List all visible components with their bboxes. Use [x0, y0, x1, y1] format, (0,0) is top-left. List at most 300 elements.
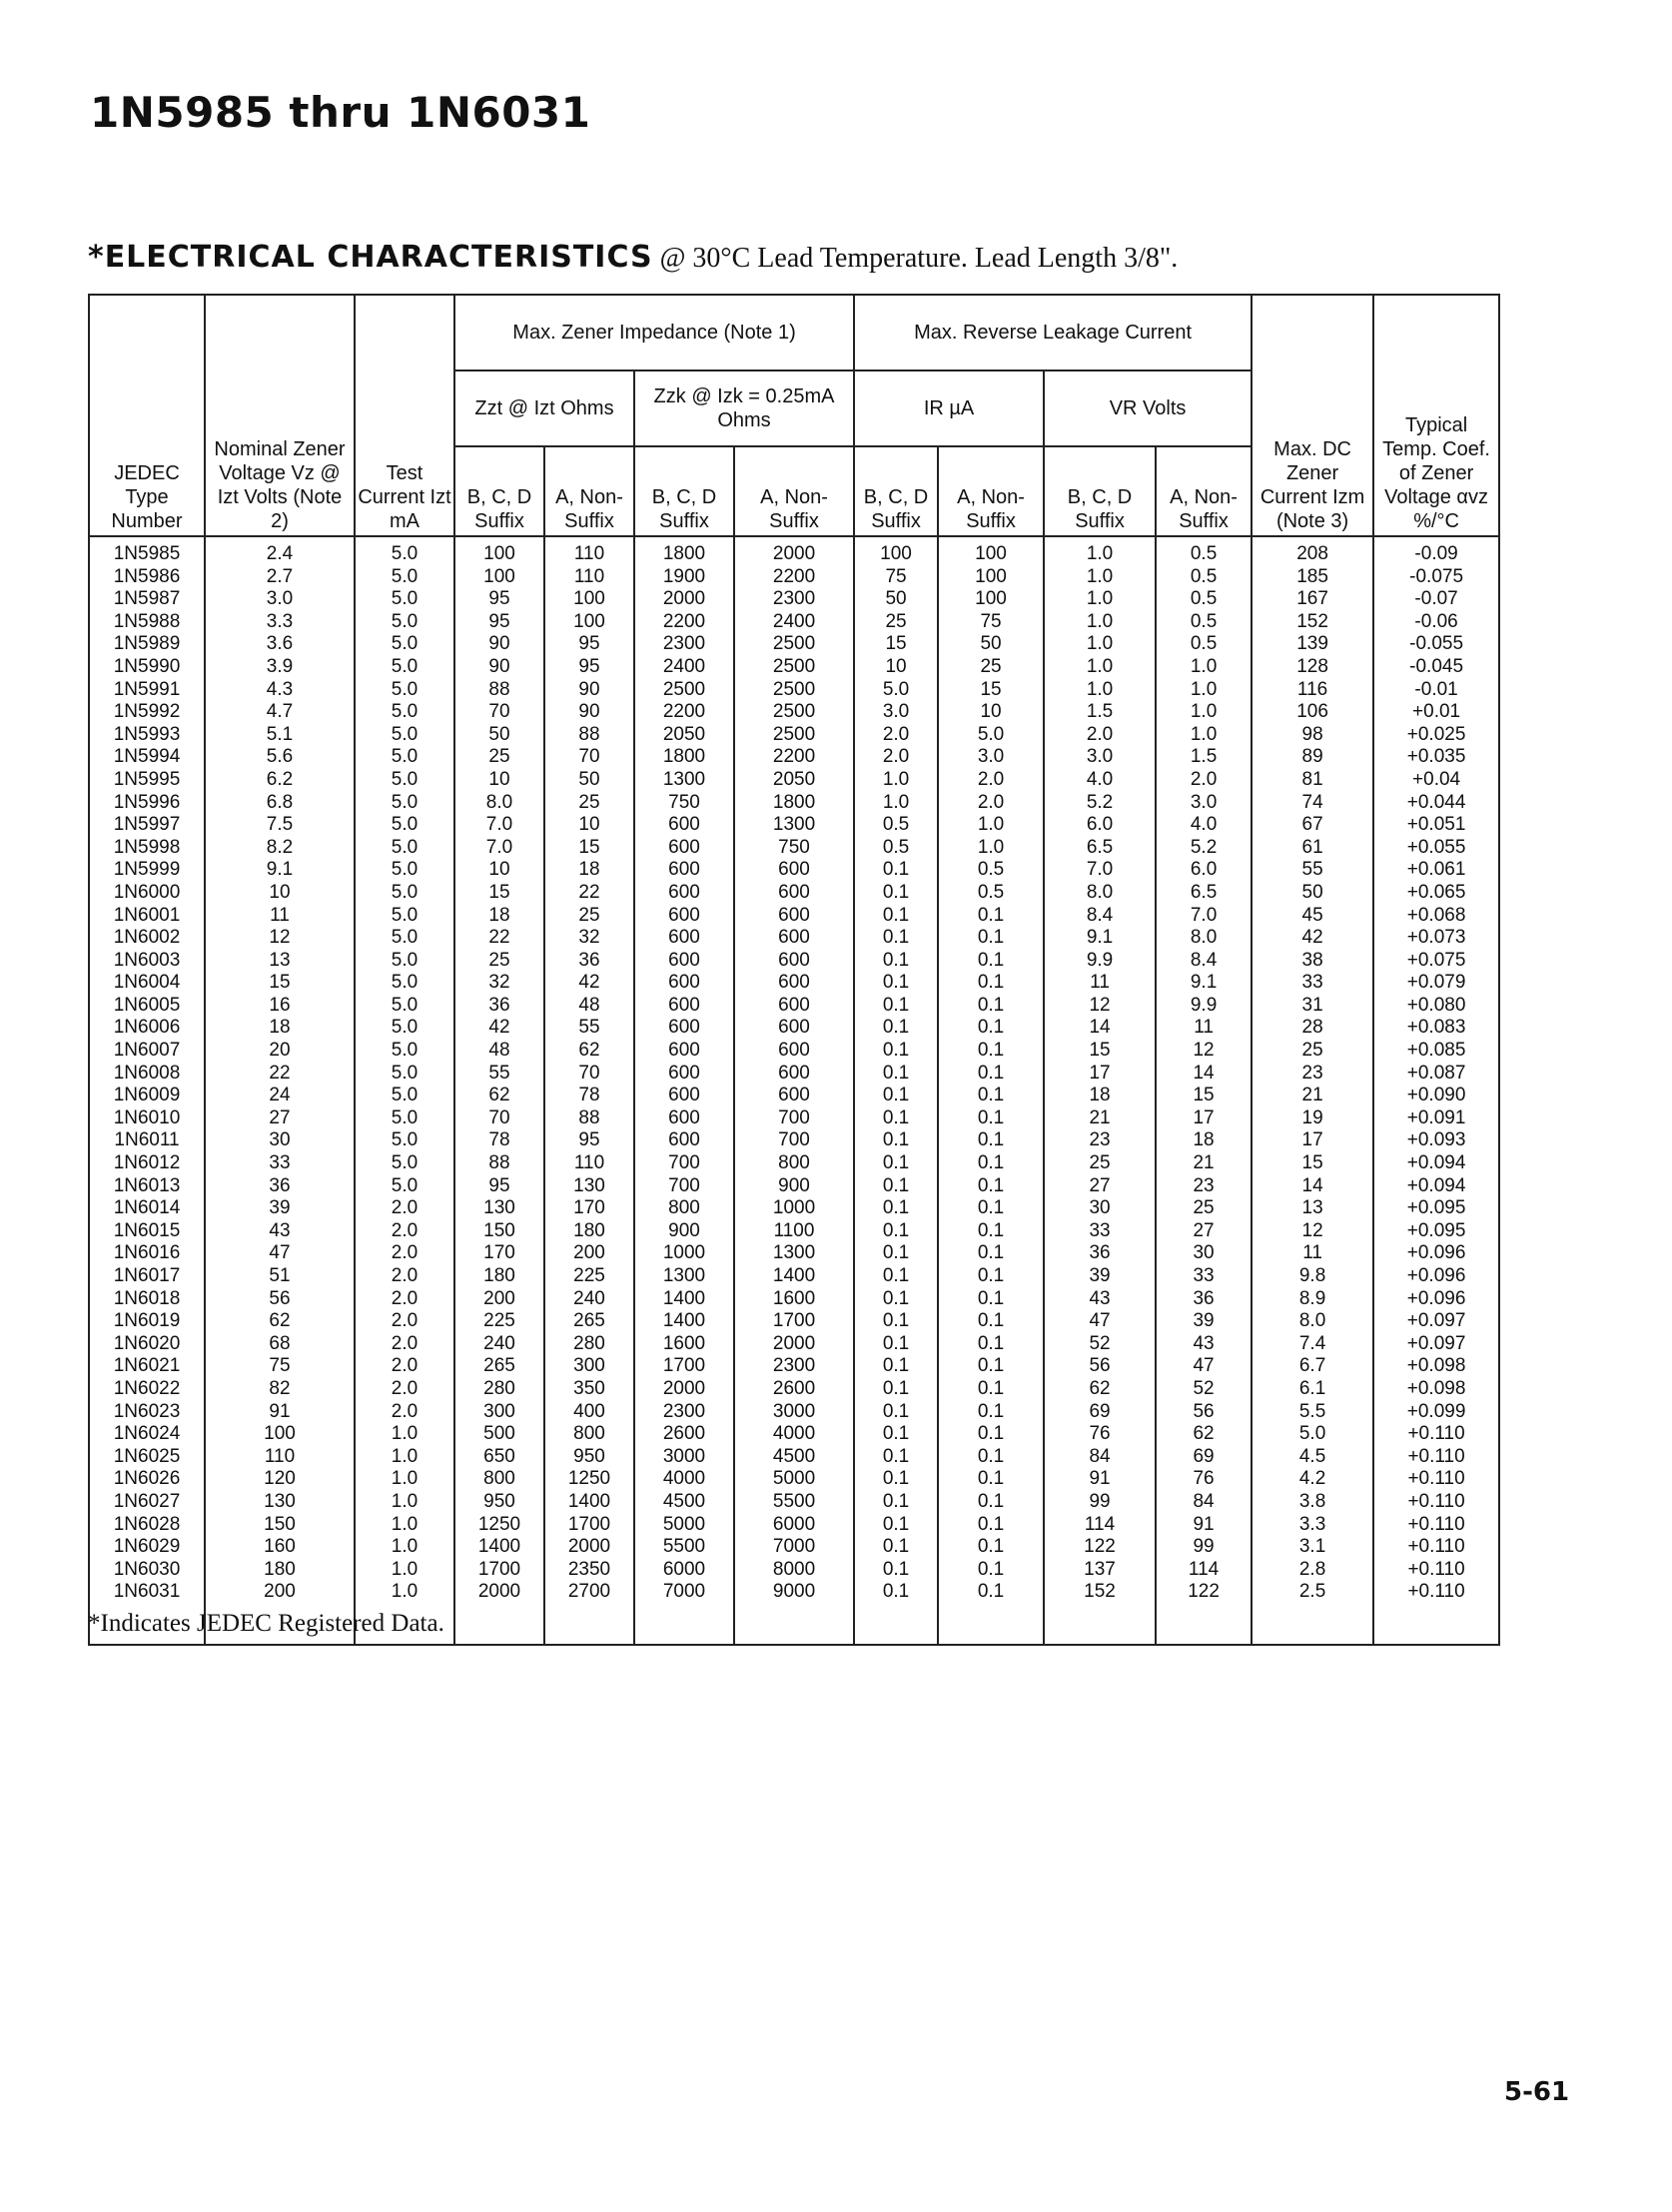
- table-cell: 28: [1252, 1017, 1373, 1040]
- table-cell: 22: [544, 882, 634, 905]
- table-cell: 1100: [734, 1220, 854, 1243]
- table-cell: 100: [938, 566, 1044, 589]
- table-row: [89, 995, 1499, 1018]
- table-cell: 62: [205, 1310, 355, 1333]
- table-cell: 0.1: [938, 1107, 1044, 1130]
- table-cell: 122: [1044, 1536, 1156, 1559]
- table-cell: 180: [544, 1220, 634, 1243]
- table-cell: 0.1: [854, 950, 938, 973]
- table-cell: 0.1: [938, 1152, 1044, 1175]
- table-cell: 600: [634, 1129, 734, 1152]
- table-cell: 18: [205, 1017, 355, 1040]
- table-cell: 1700: [454, 1559, 544, 1582]
- table-cell: 0.1: [854, 1220, 938, 1243]
- table-cell: 17: [1252, 1129, 1373, 1152]
- table-cell: 30: [1156, 1242, 1252, 1265]
- table-cell: 43: [1044, 1288, 1156, 1311]
- table-cell: 76: [1044, 1423, 1156, 1446]
- table-cell: 114: [1156, 1559, 1252, 1582]
- table-row: [89, 1288, 1499, 1311]
- table-cell: 5.0: [355, 588, 454, 611]
- table-cell: 800: [734, 1152, 854, 1175]
- table-cell: 9.1: [1156, 972, 1252, 995]
- table-cell: 0.1: [854, 859, 938, 882]
- table-cell: 1N5995: [89, 769, 205, 792]
- table-cell: 2500: [734, 724, 854, 747]
- table-cell: 7.0: [1044, 859, 1156, 882]
- table-cell: 38: [1252, 950, 1373, 973]
- table-row: [89, 1242, 1499, 1265]
- table-cell: 50: [1252, 882, 1373, 905]
- table-cell: 5.0: [355, 536, 454, 566]
- table-cell: 0.1: [854, 1288, 938, 1311]
- table-cell: 1N6018: [89, 1288, 205, 1311]
- table-cell: 152: [1252, 611, 1373, 634]
- table-row: [89, 679, 1499, 702]
- table-cell: 1N6002: [89, 927, 205, 950]
- table-row: [89, 1446, 1499, 1469]
- caption-bold: *ELECTRICAL CHARACTERISTICS: [88, 240, 653, 275]
- header-vr-bcd: B, C, D Suffix: [1044, 446, 1156, 536]
- table-cell: 31: [1252, 995, 1373, 1018]
- table-cell: 20: [205, 1040, 355, 1063]
- table-cell: 84: [1044, 1446, 1156, 1469]
- table-cell: 0.1: [938, 905, 1044, 928]
- table-cell: 95: [454, 588, 544, 611]
- table-row: [89, 633, 1499, 656]
- table-cell: 43: [205, 1220, 355, 1243]
- table-row: [89, 1063, 1499, 1086]
- table-cell: 600: [634, 1063, 734, 1086]
- table-cell: 4.0: [1156, 814, 1252, 837]
- table-cell: 30: [205, 1129, 355, 1152]
- table-cell: 7.5: [205, 814, 355, 837]
- table-cell: +0.110: [1373, 1536, 1499, 1559]
- table-cell: 52: [1044, 1333, 1156, 1356]
- table-cell: 0.1: [854, 1514, 938, 1537]
- table-cell: 3.8: [1252, 1491, 1373, 1514]
- table-cell: 600: [634, 972, 734, 995]
- table-cell: 42: [454, 1017, 544, 1040]
- table-cell: +0.075: [1373, 950, 1499, 973]
- table-cell: 91: [1044, 1468, 1156, 1491]
- table-cell: 750: [734, 837, 854, 860]
- table-cell: 1300: [634, 769, 734, 792]
- table-cell: 2600: [634, 1423, 734, 1446]
- table-cell: 0.1: [854, 1536, 938, 1559]
- table-cell: +0.090: [1373, 1085, 1499, 1107]
- table-cell: 2.0: [355, 1355, 454, 1378]
- table-cell: 5.0: [355, 859, 454, 882]
- table-cell: 1N6006: [89, 1017, 205, 1040]
- table-cell: 0.1: [854, 1063, 938, 1086]
- table-cell: 170: [544, 1197, 634, 1220]
- table-cell: +0.093: [1373, 1129, 1499, 1152]
- table-row: [89, 1085, 1499, 1107]
- header-ir: IR µA: [854, 370, 1044, 446]
- table-cell: 2600: [734, 1378, 854, 1401]
- table-cell: 0.1: [938, 1446, 1044, 1469]
- table-cell: 3.3: [1252, 1514, 1373, 1537]
- table-cell: 18: [1044, 1085, 1156, 1107]
- table-cell: 1.0: [938, 837, 1044, 860]
- table-cell: 600: [634, 905, 734, 928]
- table-cell: 1.0: [1044, 588, 1156, 611]
- table-cell: 1.0: [1044, 656, 1156, 679]
- table-cell: 1.0: [1156, 701, 1252, 724]
- table-cell: 21: [1156, 1152, 1252, 1175]
- table-cell: 0.1: [938, 1536, 1044, 1559]
- table-cell: 47: [205, 1242, 355, 1265]
- table-cell: 1N5986: [89, 566, 205, 589]
- table-cell: 5000: [734, 1468, 854, 1491]
- table-cell: 1.0: [1044, 611, 1156, 634]
- table-cell: 800: [454, 1468, 544, 1491]
- table-cell: 5.0: [355, 1040, 454, 1063]
- table-cell: 82: [205, 1378, 355, 1401]
- table-cell: +0.110: [1373, 1446, 1499, 1469]
- table-row: [89, 1220, 1499, 1243]
- table-cell: 600: [634, 927, 734, 950]
- table-row: [89, 905, 1499, 928]
- table-cell: 1.0: [355, 1536, 454, 1559]
- table-cell: 1.0: [1156, 679, 1252, 702]
- table-cell: 1N6016: [89, 1242, 205, 1265]
- table-cell: 48: [454, 1040, 544, 1063]
- table-cell: 33: [1156, 1265, 1252, 1288]
- table-cell: 69: [1156, 1446, 1252, 1469]
- table-cell: 3.3: [205, 611, 355, 634]
- table-cell: 18: [544, 859, 634, 882]
- table-cell: 0.1: [854, 1085, 938, 1107]
- table-cell: 5.0: [355, 679, 454, 702]
- table-cell: 4.5: [1252, 1446, 1373, 1469]
- table-cell: 1600: [634, 1333, 734, 1356]
- table-cell: 8.0: [1252, 1310, 1373, 1333]
- table-cell: 0.1: [854, 882, 938, 905]
- table-cell: 1N6008: [89, 1063, 205, 1086]
- table-cell: 95: [544, 1129, 634, 1152]
- table-cell: 0.1: [938, 1175, 1044, 1198]
- table-cell: 3.6: [205, 633, 355, 656]
- table-cell: 25: [454, 950, 544, 973]
- table-cell: -0.06: [1373, 611, 1499, 634]
- table-cell: 137: [1044, 1559, 1156, 1582]
- table-cell: 1N6028: [89, 1514, 205, 1537]
- table-cell: 0.1: [854, 1040, 938, 1063]
- table-cell: 1N6009: [89, 1085, 205, 1107]
- table-cell: 36: [205, 1175, 355, 1198]
- table-cell: 15: [854, 633, 938, 656]
- table-cell: 7.0: [454, 814, 544, 837]
- table-cell: 280: [544, 1333, 634, 1356]
- table-cell: 0.1: [938, 1355, 1044, 1378]
- table-cell: 110: [205, 1446, 355, 1469]
- table-cell: 2000: [634, 588, 734, 611]
- table-cell: 69: [1044, 1401, 1156, 1424]
- table-cell: 0.1: [854, 995, 938, 1018]
- table-cell: +0.079: [1373, 972, 1499, 995]
- table-cell: 32: [544, 927, 634, 950]
- table-cell: 1.5: [1156, 746, 1252, 769]
- table-cell: 2400: [634, 656, 734, 679]
- table-cell: +0.025: [1373, 724, 1499, 747]
- table-cell: 5.0: [355, 972, 454, 995]
- table-cell: 22: [454, 927, 544, 950]
- table-cell: 0.1: [854, 1559, 938, 1582]
- table-cell: 1000: [734, 1197, 854, 1220]
- table-cell: +0.035: [1373, 746, 1499, 769]
- table-cell: +0.068: [1373, 905, 1499, 928]
- table-cell: 2.7: [205, 566, 355, 589]
- table-cell: +0.061: [1373, 859, 1499, 882]
- table-cell: 2350: [544, 1559, 634, 1582]
- table-cell: 1N5988: [89, 611, 205, 634]
- table-cell: 1N5990: [89, 656, 205, 679]
- table-cell: +0.091: [1373, 1107, 1499, 1130]
- table-cell: 0.1: [938, 927, 1044, 950]
- table-cell: 62: [454, 1085, 544, 1107]
- header-vr: VR Volts: [1044, 370, 1252, 446]
- table-cell: 5.0: [355, 927, 454, 950]
- table-row: [89, 1040, 1499, 1063]
- table-cell: 0.1: [938, 1310, 1044, 1333]
- table-cell: 600: [734, 995, 854, 1018]
- table-cell: +0.110: [1373, 1559, 1499, 1582]
- table-cell: 3.0: [1044, 746, 1156, 769]
- table-cell: 200: [454, 1288, 544, 1311]
- table-cell: 225: [544, 1265, 634, 1288]
- table-cell: 600: [734, 972, 854, 995]
- table-cell: 3000: [734, 1401, 854, 1424]
- table-cell: 0.5: [1156, 633, 1252, 656]
- table-cell: 15: [1044, 1040, 1156, 1063]
- table-cell: 2.8: [1252, 1559, 1373, 1582]
- table-cell: 2.0: [355, 1242, 454, 1265]
- table-cell: 110: [544, 566, 634, 589]
- table-row: [89, 1265, 1499, 1288]
- electrical-characteristics-table: [88, 294, 1498, 1603]
- table-cell: 116: [1252, 679, 1373, 702]
- table-cell: 1.0: [1156, 724, 1252, 747]
- table-row: [89, 927, 1499, 950]
- table-cell: 139: [1252, 633, 1373, 656]
- table-cell: 2500: [734, 656, 854, 679]
- table-cell: 0.1: [938, 1333, 1044, 1356]
- table-cell: 4.2: [1252, 1468, 1373, 1491]
- header-vr-anon: A, Non- Suffix: [1156, 446, 1252, 536]
- table-cell: 1N5987: [89, 588, 205, 611]
- table-cell: 11: [1156, 1017, 1252, 1040]
- table-cell: +0.099: [1373, 1401, 1499, 1424]
- table-cell: 39: [1156, 1310, 1252, 1333]
- table-cell: 50: [938, 633, 1044, 656]
- table-cell: 0.1: [854, 1378, 938, 1401]
- table-cell: +0.110: [1373, 1581, 1499, 1645]
- table-cell: 0.1: [854, 927, 938, 950]
- table-cell: 2.5: [1252, 1581, 1373, 1645]
- table-cell: 1N5998: [89, 837, 205, 860]
- table-cell: 950: [544, 1446, 634, 1469]
- table-cell: 122: [1156, 1581, 1252, 1645]
- table-cell: 15: [1156, 1085, 1252, 1107]
- table-cell: 0.1: [938, 1559, 1044, 1582]
- table-cell: 600: [734, 1017, 854, 1040]
- table-cell: 25: [1044, 1152, 1156, 1175]
- table-cell: 5.0: [355, 769, 454, 792]
- table-cell: +0.055: [1373, 837, 1499, 860]
- table-cell: 900: [734, 1175, 854, 1198]
- table-cell: 7.4: [1252, 1333, 1373, 1356]
- table-cell: 70: [544, 1063, 634, 1086]
- table-cell: +0.085: [1373, 1040, 1499, 1063]
- table-cell: 25: [1252, 1040, 1373, 1063]
- table-cell: 6.8: [205, 792, 355, 815]
- table-cell: +0.110: [1373, 1514, 1499, 1537]
- table-cell: 0.1: [854, 1310, 938, 1333]
- table-cell: 1250: [544, 1468, 634, 1491]
- table-cell: 1N6022: [89, 1378, 205, 1401]
- table-cell: 9.1: [205, 859, 355, 882]
- table-cell: 25: [1156, 1197, 1252, 1220]
- table-cell: 30: [1044, 1197, 1156, 1220]
- table-cell: 90: [544, 679, 634, 702]
- table-row: [89, 1514, 1499, 1537]
- table-cell: 1N6010: [89, 1107, 205, 1130]
- table-cell: 1N5992: [89, 701, 205, 724]
- table-cell: 1N6029: [89, 1536, 205, 1559]
- table-cell: 5500: [634, 1536, 734, 1559]
- table-cell: 0.1: [854, 1017, 938, 1040]
- table-cell: 6.0: [1044, 814, 1156, 837]
- table-cell: 56: [1044, 1355, 1156, 1378]
- table-cell: 2.0: [355, 1378, 454, 1401]
- table-cell: 1N6007: [89, 1040, 205, 1063]
- table-cell: 91: [1156, 1514, 1252, 1537]
- table-cell: 600: [734, 1040, 854, 1063]
- table-cell: 2.0: [355, 1220, 454, 1243]
- table-cell: 5.0: [355, 1107, 454, 1130]
- table-cell: 27: [1156, 1220, 1252, 1243]
- table-cell: 0.5: [1156, 588, 1252, 611]
- table-cell: 0.1: [938, 950, 1044, 973]
- table-cell: 6.5: [1044, 837, 1156, 860]
- table-row: [89, 1559, 1499, 1582]
- table-cell: 2.4: [205, 536, 355, 566]
- table-cell: 1300: [734, 1242, 854, 1265]
- table-cell: 9.9: [1044, 950, 1156, 973]
- table-cell: 100: [205, 1423, 355, 1446]
- table-cell: 265: [544, 1310, 634, 1333]
- table-row: [89, 837, 1499, 860]
- table-cell: 0.1: [854, 1401, 938, 1424]
- table-cell: 2200: [734, 566, 854, 589]
- table-cell: 950: [454, 1491, 544, 1514]
- table-cell: 10: [544, 814, 634, 837]
- table-row: [89, 769, 1499, 792]
- table-cell: 0.1: [938, 1085, 1044, 1107]
- table-cell: 11: [1044, 972, 1156, 995]
- table-cell: 6000: [734, 1514, 854, 1537]
- table-cell: 5.0: [355, 1175, 454, 1198]
- table-cell: +0.083: [1373, 1017, 1499, 1040]
- header-zzk-anon: A, Non- Suffix: [734, 446, 854, 536]
- table-cell: 27: [205, 1107, 355, 1130]
- table-cell: 0.1: [938, 1017, 1044, 1040]
- table-cell: 6.2: [205, 769, 355, 792]
- table-cell: 1250: [454, 1514, 544, 1537]
- table-cell: 0.5: [854, 837, 938, 860]
- table-cell: 240: [544, 1288, 634, 1311]
- table-row: [89, 1175, 1499, 1198]
- table-cell: 4.7: [205, 701, 355, 724]
- table-cell: 5.1: [205, 724, 355, 747]
- table-cell: 0.1: [938, 1040, 1044, 1063]
- table-cell: 1N6000: [89, 882, 205, 905]
- table-cell: 0.5: [1156, 611, 1252, 634]
- table-cell: 56: [1156, 1401, 1252, 1424]
- table-cell: 1.5: [1044, 701, 1156, 724]
- table-cell: 600: [634, 1107, 734, 1130]
- table-cell: 0.1: [938, 1468, 1044, 1491]
- table-cell: 1N6020: [89, 1333, 205, 1356]
- table-cell: 1N6030: [89, 1559, 205, 1582]
- table-cell: 3000: [634, 1446, 734, 1469]
- table-cell: 5.0: [938, 724, 1044, 747]
- table-cell: 5.6: [205, 746, 355, 769]
- table-cell: 25: [454, 746, 544, 769]
- table-cell: 18: [1156, 1129, 1252, 1152]
- table-cell: 7000: [734, 1536, 854, 1559]
- table-cell: 5.0: [355, 995, 454, 1018]
- table-cell: 2050: [634, 724, 734, 747]
- table-cell: 128: [1252, 656, 1373, 679]
- table-cell: 62: [1044, 1378, 1156, 1401]
- table-cell: 17: [1156, 1107, 1252, 1130]
- table-cell: 5.0: [1252, 1423, 1373, 1446]
- table-cell: 24: [205, 1085, 355, 1107]
- table-cell: 1400: [454, 1536, 544, 1559]
- table-cell: 36: [1044, 1242, 1156, 1265]
- table-cell: 12: [1252, 1220, 1373, 1243]
- table-row: [89, 1468, 1499, 1491]
- table-cell: 1N5997: [89, 814, 205, 837]
- table-cell: 55: [454, 1063, 544, 1086]
- table-cell: 4500: [734, 1446, 854, 1469]
- table-row: [89, 814, 1499, 837]
- table-cell: 1.0: [355, 1423, 454, 1446]
- table-cell: 0.1: [854, 1581, 938, 1645]
- table-cell: 91: [205, 1401, 355, 1424]
- table-cell: 2200: [634, 611, 734, 634]
- table-cell: 90: [454, 633, 544, 656]
- table-cell: 4500: [634, 1491, 734, 1514]
- table-cell: 75: [854, 566, 938, 589]
- table-cell: 225: [454, 1310, 544, 1333]
- table-cell: 1400: [734, 1265, 854, 1288]
- table-row: [89, 1107, 1499, 1130]
- table-cell: +0.110: [1373, 1491, 1499, 1514]
- table-cell: 0.1: [938, 1129, 1044, 1152]
- table-row: [89, 1491, 1499, 1514]
- table-cell: 0.1: [854, 1355, 938, 1378]
- table-cell: +0.051: [1373, 814, 1499, 837]
- table-cell: 76: [1156, 1468, 1252, 1491]
- table-cell: 10: [454, 769, 544, 792]
- table-cell: 88: [544, 724, 634, 747]
- table-cell: 2500: [734, 679, 854, 702]
- table-cell: 16: [205, 995, 355, 1018]
